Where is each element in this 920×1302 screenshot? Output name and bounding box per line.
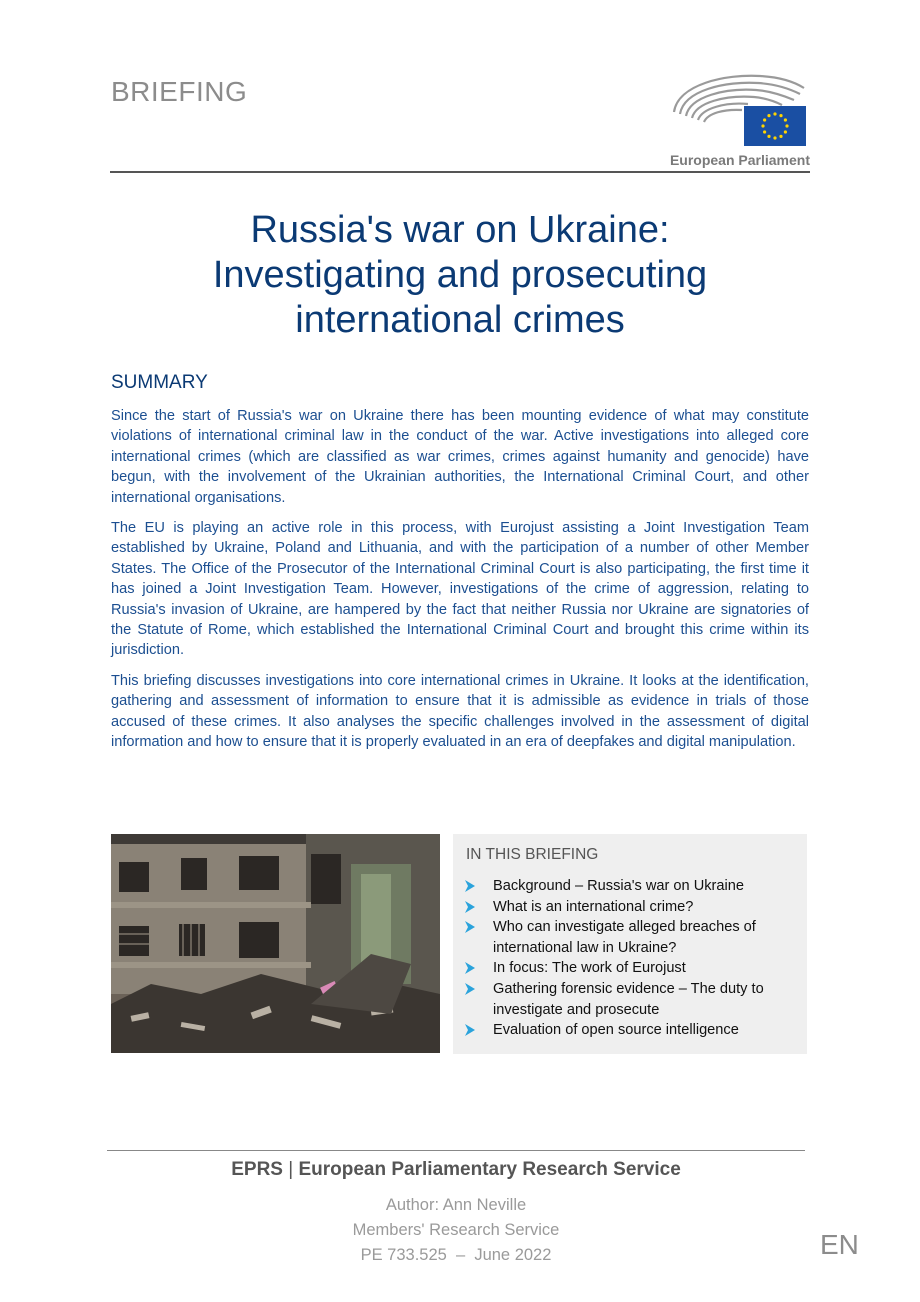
author-line: Author: Ann Neville — [385, 1196, 527, 1214]
document-title — [110, 208, 810, 343]
summary-body — [111, 406, 809, 763]
chevron-right-icon — [464, 961, 476, 975]
reference-line: PE 733.525 – June 2022 — [360, 1246, 552, 1264]
language-code: EN — [820, 1229, 859, 1260]
toc-item-label: Who can investigate alleged breaches of international law in Ukraine? — [493, 919, 756, 956]
footer-divider — [107, 1150, 805, 1151]
toc-item-label: Gathering forensic evidence – The duty to investigate and prosecute — [493, 980, 764, 1018]
destroyed-building-photo — [111, 834, 440, 1053]
toc-item-label: Background – Russia's war on Ukraine — [493, 878, 745, 894]
eprs-line — [107, 1159, 805, 1181]
summary-paragraph: The EU is playing an active role in this process, with Eurojust assisting a Joint Investigation Team established by Ukraine, Poland and Lithuania, and with the participation of a number of other Member States. The Office of the Prosecutor of the International Criminal Court is also participating, the first time it has joined a Joint Investigation Team. However, investigations of the crime of aggression, relating to Russia's invasion of Ukraine, are hampered by the fact that neither Russia nor Ukraine are signatories of the Statute of Rome, which established the International Criminal Court and brought this crime within its jurisdiction. — [111, 520, 809, 659]
toc-item[interactable] — [464, 979, 799, 1020]
summary-heading: SUMMARY — [111, 372, 208, 393]
header-divider — [110, 171, 810, 173]
eprs-separator: | — [288, 1159, 294, 1180]
toc-heading: IN THIS BRIEFING — [466, 846, 599, 863]
summary-paragraph: Since the start of Russia's war on Ukraine there has been mounting evidence of what may constitute violations of international criminal law in the conduct of the war. Active investigations into alleged core international crimes (which are classified as war crimes, crimes against humanity and genocide) have begun, with the involvement of the Ukrainian authorities, the International Criminal Court, and other international organisations. — [111, 408, 809, 506]
title-line: international crimes — [295, 299, 625, 341]
toc-item[interactable] — [464, 876, 799, 897]
title-line: Investigating and prosecuting — [212, 254, 708, 296]
chevron-right-icon — [464, 982, 476, 996]
footer-meta — [107, 1193, 805, 1268]
toc-list — [464, 876, 799, 1041]
chevron-right-icon — [464, 900, 476, 914]
toc-item[interactable] — [464, 897, 799, 918]
chevron-right-icon — [464, 920, 476, 934]
title-line: Russia's war on Ukraine: — [250, 209, 670, 251]
chevron-right-icon — [464, 879, 476, 893]
summary-paragraph: This briefing discusses investigations into core international crimes in Ukraine. It looks at the identification, gathering and assessment of information to ensure that it is admissible as evidence in trials of those accused of these crimes. It also analyses the specific challenges involved in the assessment of digital information and how to ensure that it is properly evaluated in an era of deepfakes and digital manipulation. — [111, 672, 809, 751]
toc-item-label: Evaluation of open source intelligence — [493, 1022, 739, 1039]
service-line: Members' Research Service — [352, 1221, 560, 1239]
logo-caption: European Parliament — [669, 152, 810, 168]
chevron-right-icon — [464, 1023, 476, 1037]
eprs-long: European Parliamentary Research Service — [298, 1159, 681, 1180]
in-this-briefing-box — [453, 834, 807, 1054]
eprs-short: EPRS — [231, 1159, 283, 1180]
toc-item[interactable] — [464, 1020, 799, 1041]
toc-item[interactable] — [464, 958, 799, 979]
toc-item-label: What is an international crime? — [493, 898, 694, 915]
document-type-label: BRIEFING — [111, 76, 248, 107]
eu-flag-icon — [744, 106, 806, 146]
toc-item[interactable] — [464, 917, 799, 958]
toc-item-label: In focus: The work of Eurojust — [493, 960, 686, 977]
